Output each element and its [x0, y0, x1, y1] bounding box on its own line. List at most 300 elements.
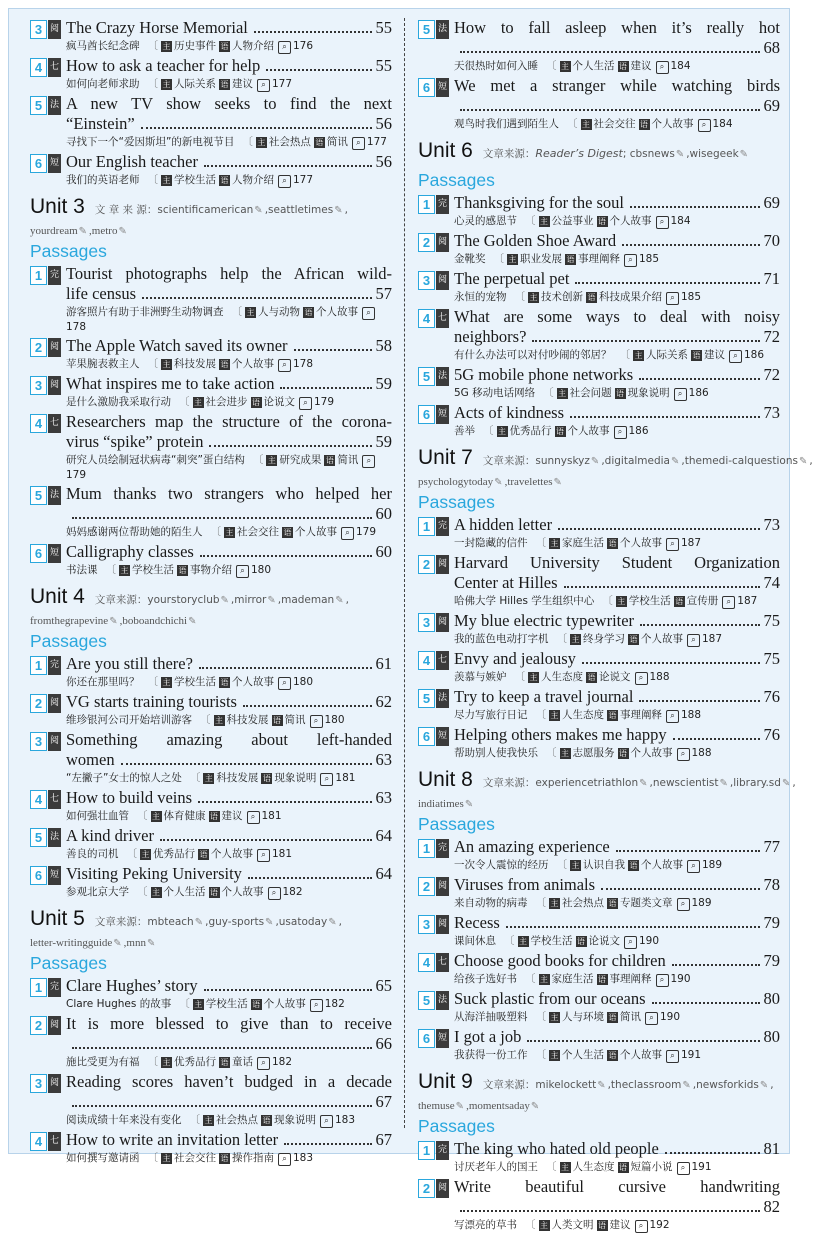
chinese-title: 你还在那里吗？ — [66, 676, 140, 688]
answer-page-ref: 179 — [314, 396, 335, 408]
magnifier-icon: ⌕ — [722, 596, 735, 609]
topic-label: 人类文明 — [551, 1219, 594, 1231]
page-number: 78 — [763, 875, 780, 894]
entry-number: 1 — [30, 656, 47, 675]
chinese-title: 善举 — [454, 425, 475, 437]
topic-tag-icon: 主 — [550, 1013, 559, 1022]
page-number: 63 — [375, 750, 392, 769]
topic-label: 社会问题 — [569, 387, 612, 399]
toc-entry[interactable] — [418, 403, 780, 439]
chinese-title: 来自动物的病毒 — [454, 897, 528, 909]
toc-entry[interactable] — [30, 18, 392, 54]
genre-label: 童话 — [232, 1056, 253, 1068]
entry-number: 6 — [30, 544, 47, 563]
dot-leader — [630, 206, 759, 208]
unit-header — [30, 906, 392, 936]
entry-number: 5 — [418, 689, 435, 708]
entry-meta — [66, 305, 392, 334]
entry-number: 5 — [30, 828, 47, 847]
chinese-title: 苹果腕表救主人 — [66, 358, 140, 370]
magnifier-icon: ⌕ — [674, 388, 687, 401]
dot-leader — [266, 69, 371, 71]
source-name: seattletimes — [268, 204, 334, 216]
entry-title-line1: A new TV show seeks to find the next — [66, 94, 392, 113]
dot-leader — [582, 662, 760, 664]
entry-meta — [66, 395, 392, 410]
bracket: 〔 — [535, 709, 546, 721]
source-name: themedi-calquestions — [684, 455, 798, 467]
passage-type-tag: 法 — [436, 991, 449, 1010]
toc-entry[interactable] — [30, 1130, 392, 1166]
dot-leader — [527, 1040, 759, 1042]
unit-title: Unit 8 — [418, 768, 473, 791]
toc-entry[interactable] — [418, 951, 780, 987]
topic-tag-icon: 主 — [519, 937, 527, 946]
paperclip-icon: ✎ — [682, 1080, 691, 1091]
toc-entry[interactable] — [30, 864, 392, 900]
entry-meta — [454, 117, 780, 132]
magnifier-icon: ⌕ — [268, 887, 281, 900]
toc-entry[interactable] — [418, 193, 780, 229]
bracket: 〔 — [556, 633, 567, 645]
topic-tag-icon: 主 — [152, 812, 160, 821]
answer-page-ref: 188 — [681, 709, 702, 721]
bracket: 〔 — [525, 973, 536, 985]
entry-number: 1 — [30, 978, 47, 997]
genre-tag-icon: 语 — [577, 937, 585, 946]
chinese-title: 维珍银河公司开始培训游客 — [66, 714, 192, 726]
bracket: 〔 — [546, 747, 557, 759]
topic-tag-icon: 主 — [257, 138, 266, 147]
topic-label: 优秀品行 — [153, 848, 195, 860]
dot-leader — [532, 340, 759, 342]
page-number: 79 — [763, 913, 780, 932]
magnifier-icon: ⌕ — [645, 1012, 658, 1025]
entry-title-row — [66, 114, 392, 134]
genre-label: 个人故事 — [609, 215, 652, 227]
topic-label: 科技发展 — [226, 714, 269, 726]
topic-tag-icon: 主 — [204, 774, 213, 783]
toc-entry[interactable] — [418, 269, 780, 305]
toc-entry[interactable] — [30, 152, 392, 188]
dot-leader — [665, 1152, 760, 1154]
entry-meta — [66, 525, 392, 540]
genre-label: 简讯 — [326, 136, 348, 148]
toc-entry[interactable] — [418, 1027, 780, 1063]
answer-page-ref: 179 — [356, 526, 377, 538]
magnifier-icon: ⌕ — [635, 672, 648, 685]
topic-label: 社会进步 — [205, 396, 248, 408]
dot-leader — [640, 624, 759, 626]
paperclip-icon: ✎ — [188, 616, 197, 627]
toc-entry[interactable] — [418, 913, 780, 949]
entry-meta — [454, 670, 780, 685]
paperclip-icon: ✎ — [739, 149, 749, 160]
toc-entry[interactable] — [418, 1177, 780, 1233]
magnifier-icon: ⌕ — [677, 898, 690, 911]
genre-label: 个人故事 — [620, 537, 662, 549]
toc-entry[interactable] — [418, 553, 780, 609]
toc-entry[interactable] — [418, 989, 780, 1025]
page-number: 70 — [763, 231, 780, 250]
entry-number: 6 — [418, 727, 435, 746]
genre-tag-icon: 语 — [220, 678, 229, 687]
toc-entry[interactable] — [418, 365, 780, 401]
answer-page-ref: 180 — [324, 714, 345, 726]
source-name: mikelockett — [535, 1079, 597, 1091]
entry-meta — [454, 252, 780, 267]
entry-meta — [454, 1218, 780, 1233]
bracket: 〔 — [619, 349, 630, 361]
genre-tag-icon: 语 — [598, 975, 606, 984]
source-list-continued: letter-writingguide✎ ,mnn✎ — [30, 937, 156, 949]
genre-tag-icon: 语 — [220, 1154, 229, 1163]
entry-meta — [66, 135, 392, 150]
source-name-italic: Reader’s Digest — [535, 147, 623, 160]
answer-page-ref: 178 — [66, 321, 87, 333]
genre-label: 专题类文章 — [620, 897, 673, 909]
answer-page-ref: 188 — [649, 671, 670, 683]
dot-leader — [200, 555, 372, 557]
source-label: 文章来源： — [482, 1079, 536, 1091]
source-name: wisegeek — [689, 148, 739, 160]
bracket: 〔 — [525, 215, 536, 227]
entry-title-line1: We met a stranger while watching birds — [454, 76, 780, 95]
genre-tag-icon: 语 — [608, 1051, 617, 1060]
toc-entry[interactable] — [418, 307, 780, 363]
entry-meta — [454, 972, 780, 987]
toc-entry[interactable] — [30, 826, 392, 862]
chinese-title: “左撇子”女士的惊人之处 — [66, 772, 182, 784]
entry-title-row — [454, 365, 780, 385]
entry-title-row — [454, 611, 780, 631]
toc-entry[interactable] — [30, 412, 392, 482]
bracket: 〔 — [147, 676, 158, 688]
toc-entry[interactable] — [30, 788, 392, 824]
toc-entry[interactable] — [418, 649, 780, 685]
chinese-title: 写漂亮的草书 — [454, 1219, 517, 1231]
toc-entry[interactable] — [30, 336, 392, 372]
toc-entry[interactable] — [30, 542, 392, 578]
answer-page-ref: 181 — [272, 848, 293, 860]
entry-number: 4 — [418, 309, 435, 328]
bracket: 〔 — [147, 78, 158, 90]
page-number: 57 — [375, 284, 392, 303]
source-name: library.sd — [733, 777, 781, 789]
entry-title: Calligraphy classes — [66, 542, 194, 561]
bracket: 〔 — [493, 253, 504, 265]
topic-label: 职业发展 — [520, 253, 562, 265]
entry-title-row — [454, 649, 780, 669]
topic-tag-icon: 主 — [571, 635, 580, 644]
dot-leader — [601, 888, 759, 890]
magnifier-icon: ⌕ — [677, 748, 690, 761]
entry-title: How to write an invitation letter — [66, 1130, 279, 1149]
entry-meta — [454, 386, 780, 401]
topic-tag-icon: 主 — [529, 293, 538, 302]
chinese-title: 有什么办法可以对付吵闹的邻居？ — [454, 349, 612, 361]
dot-leader — [204, 989, 372, 991]
topic-label: 人际关系 — [174, 78, 216, 90]
answer-page-ref: 177 — [366, 136, 387, 148]
source-label: 文章来源： — [482, 455, 536, 467]
page-number: 76 — [763, 687, 780, 706]
topic-tag-icon: 主 — [162, 1058, 171, 1067]
answer-page-ref: 180 — [293, 676, 314, 688]
entry-meta — [66, 173, 392, 188]
toc-entry[interactable] — [30, 94, 392, 150]
genre-label: 个人故事 — [620, 1049, 662, 1061]
topic-tag-icon: 主 — [162, 42, 171, 51]
toc-entry[interactable] — [418, 687, 780, 723]
dot-leader — [280, 387, 371, 389]
genre-label: 短篇小说 — [630, 1161, 673, 1173]
genre-label: 个人故事 — [295, 526, 337, 538]
toc-entry[interactable] — [418, 18, 780, 74]
bracket: 〔 — [189, 772, 201, 784]
paperclip-icon: ✎ — [328, 917, 337, 928]
page-number: 60 — [375, 542, 392, 561]
passage-type-tag: 阅 — [48, 1016, 61, 1035]
passage-type-tag: 法 — [436, 20, 449, 39]
passage-type-tag: 完 — [48, 266, 61, 285]
topic-tag-icon: 主 — [550, 1051, 559, 1060]
bracket: 〔 — [535, 897, 546, 909]
entry-title-line1: How to fall asleep when it’s really hot — [454, 18, 780, 37]
entry-title: 5G mobile phone networks — [454, 365, 634, 384]
source-name: cbsnews — [629, 148, 675, 160]
dot-leader — [72, 517, 372, 519]
page-number: 67 — [375, 1130, 392, 1149]
topic-label: 个人生活 — [572, 60, 615, 72]
toc-entry[interactable] — [418, 1139, 780, 1175]
toc-entry[interactable] — [418, 231, 780, 267]
answer-page-ref: 183 — [335, 1114, 356, 1126]
toc-entry[interactable] — [418, 837, 780, 873]
entry-number: 4 — [418, 651, 435, 670]
bracket: 〔 — [543, 387, 554, 399]
source-name: yourstoryclub — [147, 594, 220, 606]
topic-tag-icon: 主 — [582, 120, 590, 129]
entry-meta — [454, 632, 780, 647]
toc-left-column — [30, 16, 392, 1166]
toc-entry[interactable] — [30, 730, 392, 786]
dot-leader — [652, 1002, 760, 1004]
chinese-title: 天很热时如何入睡 — [454, 60, 538, 72]
entry-number: 1 — [30, 266, 47, 285]
topic-label: 研究成果 — [279, 454, 322, 466]
passage-type-tag: 完 — [436, 839, 449, 858]
genre-tag-icon: 语 — [199, 850, 208, 859]
topic-label: 学校生活 — [132, 564, 174, 576]
genre-tag-icon: 语 — [283, 528, 292, 537]
chinese-title: 从海洋抽吸塑料 — [454, 1011, 528, 1023]
paperclip-icon: ✎ — [78, 226, 88, 237]
entry-title-row — [66, 1130, 392, 1150]
genre-tag-icon: 语 — [315, 138, 324, 147]
dot-leader — [622, 244, 759, 246]
page-number: 74 — [763, 573, 780, 592]
answer-page-ref: 179 — [66, 469, 87, 481]
toc-entry[interactable] — [30, 56, 392, 92]
section-title-passages: Passages — [418, 814, 495, 834]
passage-type-tag: 短 — [48, 544, 61, 563]
toc-entry[interactable] — [30, 374, 392, 410]
magnifier-icon: ⌕ — [656, 974, 669, 987]
chinese-title: 5G 移动电话网络 — [454, 387, 536, 399]
entry-number: 5 — [418, 991, 435, 1010]
genre-label: 建议 — [609, 1219, 631, 1231]
toc-entry[interactable] — [30, 264, 392, 334]
toc-entry[interactable] — [30, 654, 392, 690]
topic-tag-icon: 主 — [558, 389, 567, 398]
topic-tag-icon: 主 — [141, 850, 150, 859]
entry-title-line1: Reading scores haven’t budged in a decade — [66, 1072, 392, 1091]
topic-tag-icon: 主 — [162, 80, 171, 89]
topic-label: 人与动物 — [258, 306, 300, 318]
toc-entry[interactable] — [30, 1014, 392, 1070]
toc-entry[interactable] — [418, 515, 780, 551]
source-label: 文章来源： — [94, 594, 148, 606]
source-name: mademan — [281, 594, 335, 606]
toc-entry[interactable] — [418, 611, 780, 647]
genre-tag-icon: 语 — [608, 1013, 617, 1022]
entry-title: Try to keep a travel journal — [454, 687, 634, 706]
page-number: 56 — [375, 114, 392, 133]
bracket: 〔 — [535, 1011, 546, 1023]
passage-type-tag: 短 — [436, 1029, 449, 1048]
bracket: 〔 — [535, 537, 546, 549]
unit-header — [418, 1069, 780, 1099]
topic-tag-icon: 主 — [225, 528, 234, 537]
bracket: 〔 — [200, 714, 211, 726]
answer-page-ref: 187 — [737, 595, 758, 607]
magnifier-icon: ⌕ — [362, 307, 375, 320]
entry-title-row — [66, 18, 392, 38]
bracket: 〔 — [147, 1056, 158, 1068]
genre-label: 个人故事 — [232, 676, 274, 688]
answer-page-ref: 181 — [261, 810, 282, 822]
page-number: 75 — [763, 649, 780, 668]
toc-entry[interactable] — [418, 725, 780, 761]
entry-title: The Apple Watch saved its owner — [66, 336, 288, 355]
genre-label: 个人故事 — [651, 118, 694, 130]
paperclip-icon: ✎ — [590, 456, 600, 467]
topic-tag-icon: 主 — [162, 176, 171, 185]
page-number: 56 — [375, 152, 392, 171]
genre-tag-icon: 语 — [262, 1116, 271, 1125]
genre-label: 个人故事 — [263, 998, 306, 1010]
entry-meta — [66, 77, 392, 92]
passage-type-tag: 七 — [48, 790, 61, 809]
page-number: 58 — [375, 336, 392, 355]
bracket: 〔 — [210, 526, 221, 538]
chinese-title: 施比受更为有福 — [66, 1056, 140, 1068]
bracket: 〔 — [546, 1161, 557, 1173]
entry-title-row — [66, 374, 392, 394]
bracket: 〔 — [556, 859, 567, 871]
source-list-continued: fromthegrapevine✎ ,boboandchichi✎ — [30, 615, 197, 627]
magnifier-icon: ⌕ — [656, 216, 669, 229]
chinese-title: 尽力写旅行日记 — [454, 709, 528, 721]
genre-label: 个人故事 — [567, 425, 610, 437]
toc-entry[interactable] — [30, 692, 392, 728]
genre-tag-icon: 语 — [210, 888, 218, 897]
source-name: boboandchichi — [122, 615, 188, 627]
genre-tag-icon: 语 — [556, 427, 564, 436]
genre-label: 论说文 — [263, 396, 295, 408]
entry-meta — [454, 858, 780, 873]
entry-title-row — [66, 542, 392, 562]
page-number: 80 — [763, 1027, 780, 1046]
toc-entry[interactable] — [418, 875, 780, 911]
dot-leader — [616, 850, 760, 852]
entry-meta — [454, 1010, 780, 1025]
genre-tag-icon: 语 — [598, 1221, 606, 1230]
topic-label: 人与环境 — [562, 1011, 604, 1023]
toc-entry[interactable] — [30, 1072, 392, 1128]
genre-tag-icon: 语 — [608, 539, 617, 548]
entry-title-line1: Tourist photographs help the African wild- — [66, 264, 392, 283]
entry-title-row — [66, 976, 392, 996]
answer-page-ref: 181 — [335, 772, 356, 784]
entry-meta — [66, 847, 392, 862]
toc-entry[interactable] — [30, 484, 392, 540]
page-number: 79 — [763, 951, 780, 970]
genre-tag-icon: 语 — [587, 673, 596, 682]
page-number: 73 — [763, 515, 780, 534]
answer-page-ref: 186 — [628, 425, 649, 437]
answer-page-ref: 190 — [670, 973, 691, 985]
source-name: letter-writingguide — [30, 937, 113, 949]
topic-tag-icon: 主 — [267, 456, 276, 465]
toc-entry[interactable] — [418, 76, 780, 132]
dot-leader — [121, 763, 372, 765]
passage-type-tag: 七 — [436, 309, 449, 328]
genre-label: 操作指南 — [232, 1152, 274, 1164]
chinese-title: 善良的司机 — [66, 848, 119, 860]
answer-page-ref: 190 — [660, 1011, 681, 1023]
passage-type-tag: 阅 — [48, 338, 61, 357]
genre-label: 论说文 — [599, 671, 631, 683]
dot-leader — [254, 31, 372, 33]
entry-title-row — [454, 38, 780, 58]
genre-label: 简讯 — [337, 454, 359, 466]
bracket: 〔 — [546, 60, 557, 72]
genre-tag-icon: 语 — [325, 456, 334, 465]
dot-leader — [204, 165, 372, 167]
entry-title: Choose good books for children — [454, 951, 666, 970]
entry-title-row — [454, 875, 780, 895]
answer-page-ref: 184 — [670, 60, 691, 72]
topic-tag-icon: 主 — [540, 1221, 548, 1230]
toc-entry[interactable] — [30, 976, 392, 1012]
answer-page-ref: 182 — [324, 998, 345, 1010]
dot-leader — [570, 416, 760, 418]
entry-number: 1 — [418, 517, 435, 536]
section-title-passages: Passages — [30, 631, 107, 651]
dot-leader — [460, 109, 760, 111]
passage-type-tag: 阅 — [48, 694, 61, 713]
magnifier-icon: ⌕ — [310, 999, 323, 1012]
entry-title: women — [66, 750, 115, 769]
topic-label: 学校生活 — [174, 676, 216, 688]
genre-label: 个人故事 — [232, 358, 274, 370]
entry-number: 3 — [418, 613, 435, 632]
entry-title-row — [454, 231, 780, 251]
source-list: 文 章 来 源：scientificamerican✎ ,seattletimes✎ , — [95, 197, 348, 224]
entry-title-row — [66, 504, 392, 524]
